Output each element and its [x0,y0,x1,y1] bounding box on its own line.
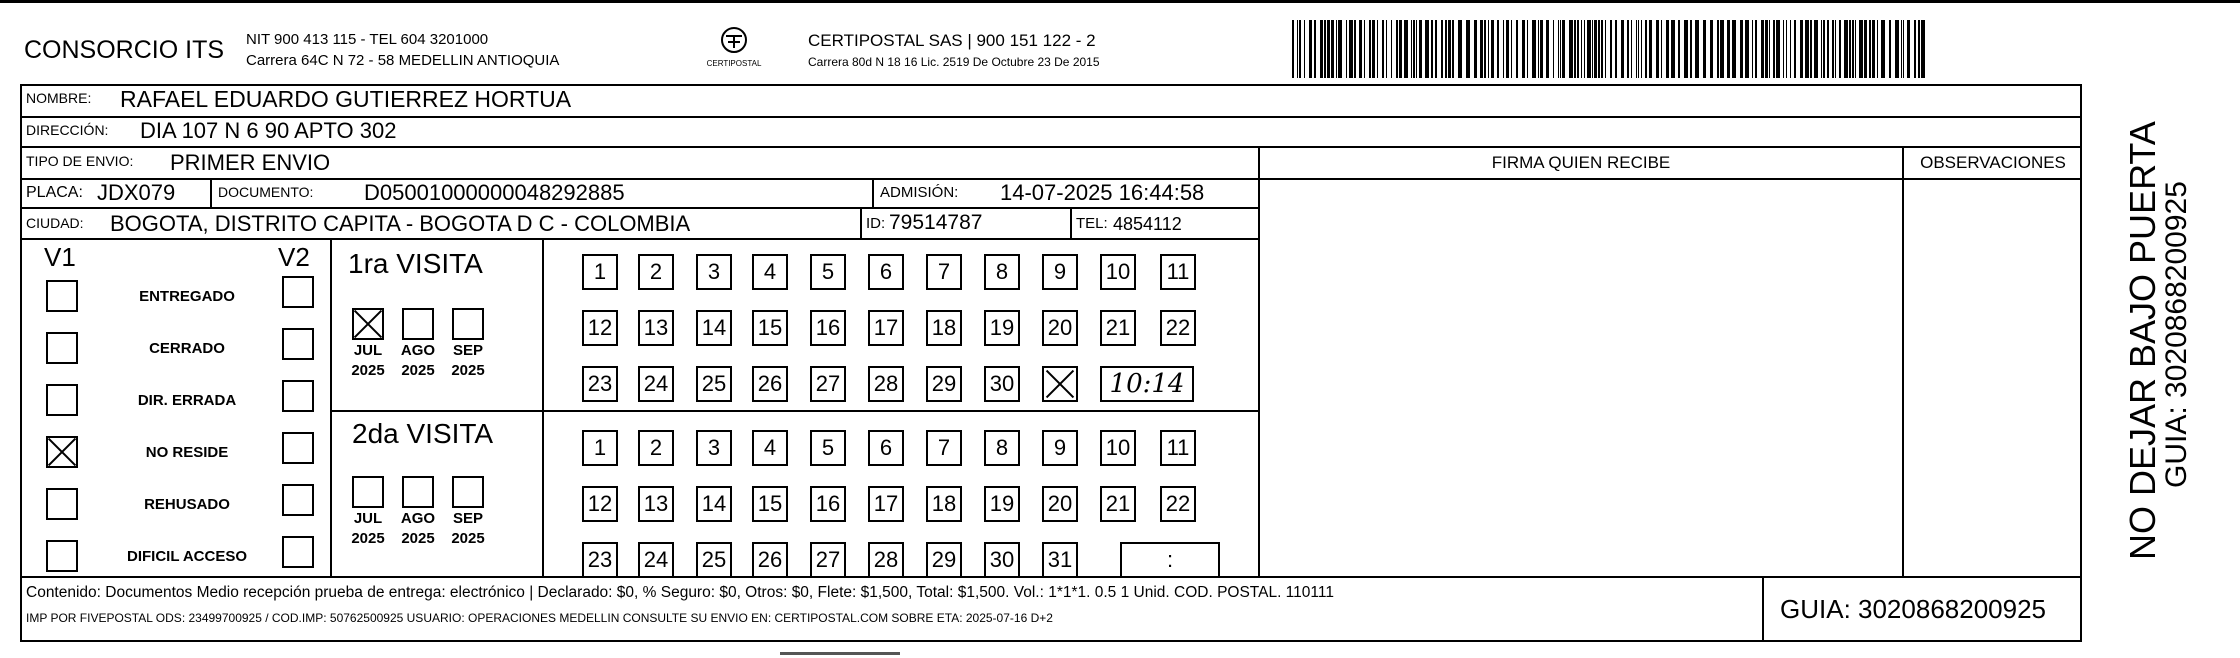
barcode-bar [1610,20,1612,78]
barcode-bar [1773,20,1775,78]
document-label: DOCUMENTO: [218,184,314,200]
barcode-bar [1835,20,1836,78]
id-value: 79514787 [889,211,983,234]
visit2-month-label: AGO [400,510,436,527]
visit2-day-box[interactable]: 20 [1042,486,1078,522]
barcode-bar [1386,20,1387,78]
barcode-bar [1727,20,1730,78]
visit2-day-box[interactable]: 10 [1100,430,1136,466]
barcode-bar [1901,20,1902,78]
visit2-day-31-box[interactable]: 31 [1042,542,1078,578]
barcode-bar [1907,20,1910,78]
barcode-bar [1431,20,1433,78]
v1-checkbox-5[interactable] [46,540,78,572]
barcode-bar [1474,20,1477,78]
visit1-day-box[interactable]: 26 [752,366,788,402]
visit2-day-box[interactable]: 18 [926,486,962,522]
barcode-bar [1349,20,1353,78]
visit2-day-box[interactable]: 25 [696,542,732,578]
side-guia: GUIA: 3020868200925 [2160,181,2193,488]
name-value: RAFAEL EDUARDO GUTIERREZ HORTUA [120,86,572,112]
barcode-bar [1331,20,1334,78]
barcode-bar [1574,20,1576,78]
v1-checkbox-1[interactable] [46,332,78,364]
barcode-bar [1921,20,1925,78]
barcode-bar [1359,20,1362,78]
barcode-bar [1821,20,1822,78]
barcode-bar [1765,20,1768,78]
signature-header: FIRMA QUIEN RECIBE [1491,153,1671,172]
barcode-bar [1299,20,1301,78]
barcode-bar [1752,20,1753,78]
barcode-bar [1538,20,1539,78]
status-label: DIR. ERRADA [137,392,237,409]
barcode-bar [1666,20,1669,78]
barcode-bar [1562,20,1565,78]
barcode-bar [1558,20,1559,78]
barcode-bar [1769,20,1770,78]
v2-checkbox-1[interactable] [282,328,314,360]
barcode-bar [1577,20,1579,78]
barcode-bar [1800,20,1803,78]
barcode-bar [1621,20,1624,78]
barcode-bar [1864,20,1867,78]
company-name: CONSORCIO ITS [24,36,225,64]
barcode-bar [1695,20,1699,78]
barcode-bar [1717,20,1719,78]
visit1-day-31-box[interactable] [1042,366,1078,402]
barcode-bar [1914,20,1916,78]
visit1-day-box[interactable]: 10 [1100,254,1136,290]
barcode-bar [1324,20,1326,78]
barcode-bar [1872,20,1875,78]
visit1-day-box[interactable]: 19 [984,310,1020,346]
barcode [1292,20,1932,80]
visit2-day-box[interactable]: 22 [1160,486,1196,522]
barcode-bar [1488,20,1489,78]
visit2-month-label: SEP [452,510,483,527]
barcode-bar [1844,20,1848,78]
company-nit: NIT 900 413 115 - TEL 604 3201000 [246,31,489,48]
barcode-bar [1852,20,1854,78]
v1-checkbox-2[interactable] [46,384,78,416]
visit2-day-box[interactable]: 9 [1042,430,1078,466]
status-label: REHUSADO [144,496,230,513]
visit2-month-checkbox-2[interactable] [452,476,484,508]
visit1-month-checkbox-0[interactable] [352,308,384,340]
status-label: DIFICIL ACCESO [126,548,247,565]
barcode-bar [1710,20,1713,78]
barcode-bar [1391,20,1392,78]
barcode-bar [1678,20,1680,78]
barcode-bar [1372,20,1375,78]
visit2-month-checkbox-1[interactable] [402,476,434,508]
visit1-day-box[interactable]: 24 [638,366,674,402]
visit1-day-box[interactable]: 8 [984,254,1020,290]
barcode-bar [1601,20,1603,78]
visit1-time-box[interactable]: 10:14 [1100,366,1194,402]
tel-value: 4854112 [1113,214,1182,234]
visit1-day-box[interactable]: 9 [1042,254,1078,290]
v2-checkbox-4[interactable] [282,484,314,516]
barcode-bar [1448,20,1451,78]
barcode-bar [1776,20,1780,78]
visit1-day-box[interactable]: 5 [810,254,846,290]
barcode-bar [1594,20,1597,78]
visit1-day-box[interactable]: 4 [752,254,788,290]
barcode-bar [1532,20,1536,78]
visit2-day-box[interactable]: 16 [810,486,846,522]
barcode-bar [1918,20,1920,78]
barcode-bar [1839,20,1841,78]
barcode-bar [1849,20,1851,78]
barcode-bar [1790,20,1791,78]
visit2-day-box[interactable]: 2 [638,430,674,466]
barcode-bar [1805,20,1809,78]
visit1-day-box[interactable]: 23 [582,366,618,402]
barcode-bar [1484,20,1486,78]
barcode-bar [1895,20,1899,78]
barcode-bar [1327,20,1330,78]
barcode-bar [1553,20,1554,78]
barcode-bar [1877,20,1878,78]
admission-label: ADMISIÓN: [880,184,959,201]
barcode-bar [1369,20,1371,78]
barcode-bar [1292,20,1294,78]
barcode-bar [1649,20,1652,78]
barcode-bar [1435,20,1437,78]
v2-checkbox-3[interactable] [282,432,314,464]
visit2-day-box[interactable]: 23 [582,542,618,578]
visit2-day-box[interactable]: 19 [984,486,1020,522]
barcode-bar [1338,20,1342,78]
barcode-bar [1587,20,1591,78]
barcode-bar [1627,20,1629,78]
barcode-bar [1491,20,1494,78]
visit2-day-box[interactable]: 24 [638,542,674,578]
document-value: D05001000000048292885 [364,180,625,205]
guia-box: GUIA: 3020868200925 [1780,594,2046,624]
barcode-bar [1377,20,1378,78]
barcode-bar [1631,20,1632,78]
visit2-day-box[interactable]: 4 [752,430,788,466]
barcode-bar [1671,20,1675,78]
visit2-day-box[interactable]: 8 [984,430,1020,466]
visit2-day-box[interactable]: 12 [582,486,618,522]
barcode-bar [1584,20,1585,78]
visit2-day-box[interactable]: 7 [926,430,962,466]
plate-label: PLACA: [26,184,83,201]
visit2-day-box[interactable]: 28 [868,542,904,578]
city-value: BOGOTA, DISTRITO CAPITA - BOGOTA D C - COLOMBIA [110,211,691,236]
barcode-bar [1684,20,1688,78]
visit1-day-box[interactable]: 16 [810,310,846,346]
ship-type-value: PRIMER ENVIO [170,150,331,175]
barcode-bar [1480,20,1483,78]
visit1-day-box[interactable]: 11 [1160,254,1196,290]
visit1-month-checkbox-2[interactable] [452,308,484,340]
visit1-day-box[interactable]: 21 [1100,310,1136,346]
barcode-bar [1859,20,1863,78]
address-label: DIRECCIÓN: [26,122,109,138]
barcode-bar [1411,20,1412,78]
barcode-bar [1638,20,1639,78]
barcode-bar [1297,20,1298,78]
visit1-day-box[interactable]: 29 [926,366,962,402]
v2-checkbox-5[interactable] [282,536,314,568]
visit1-day-box[interactable]: 17 [868,310,904,346]
barcode-bar [1755,20,1757,78]
carrier-name: CERTIPOSTAL SAS | 900 151 122 - 2 [808,31,1096,50]
barcode-bar [1309,20,1312,78]
scan-artifact [780,652,900,655]
visit1-day-box[interactable]: 6 [868,254,904,290]
visit1-day-box[interactable]: 18 [926,310,962,346]
barcode-bar [1382,20,1384,78]
barcode-bar [1661,20,1662,78]
visit2-month-checkbox-0[interactable] [352,476,384,508]
barcode-bar [1740,20,1743,78]
company-address: Carrera 64C N 72 - 58 MEDELLIN ANTIOQUIA [246,52,560,69]
barcode-bar [1786,20,1787,78]
visit1-day-box[interactable]: 30 [984,366,1020,402]
visit2-day-box[interactable]: 14 [696,486,732,522]
visit1-day-box[interactable]: 13 [638,310,674,346]
visit1-month-checkbox-1[interactable] [402,308,434,340]
visit1-day-box[interactable]: 22 [1160,310,1196,346]
visit2-day-box[interactable]: 29 [926,542,962,578]
visit1-day-box[interactable]: 28 [868,366,904,402]
ship-type-label: TIPO DE ENVIO: [26,153,134,169]
barcode-bar [1581,20,1582,78]
barcode-bar [1645,20,1647,78]
barcode-bar [1364,20,1365,78]
barcode-bar [1304,20,1305,78]
v1-checkbox-4[interactable] [46,488,78,520]
barcode-bar [1745,20,1749,78]
imp-line: IMP POR FIVEPOSTAL ODS: 23499700925 / COD.IMP: 50762500925 USUARIO: OPERACIONES MEDELLIN CONSULTE SU ENVIO EN: CERTIPOSTAL.COM SOBRE ETA: 2025-07-16 D+2 [26,611,1053,625]
visit2-time-box[interactable]: : [1120,542,1220,578]
visit1-day-box[interactable]: 12 [582,310,618,346]
barcode-bar [1425,20,1429,78]
barcode-bar [1320,20,1323,78]
barcode-bar [1336,20,1337,78]
v1-checkbox-0[interactable] [46,280,78,312]
address-value: DIA 107 N 6 90 APTO 302 [140,118,397,143]
barcode-bar [1569,20,1573,78]
barcode-bar [1903,20,1904,78]
barcode-bar [1827,20,1829,78]
visit2-year-label: 2025 [451,530,485,547]
barcode-bar [1560,20,1561,78]
barcode-bar [1399,20,1402,78]
barcode-bar [1497,20,1499,78]
name-label: NOMBRE: [26,90,92,106]
v2-checkbox-2[interactable] [282,380,314,412]
v1-checkbox-3[interactable] [46,436,78,468]
plate-value: JDX079 [97,180,176,205]
visit2-day-box[interactable]: 26 [752,542,788,578]
barcode-bar [1527,20,1528,78]
barcode-bar [1598,20,1600,78]
barcode-bar [1615,20,1617,78]
visit1-day-box[interactable]: 2 [638,254,674,290]
barcode-bar [1636,20,1637,78]
second-visit-label: 2da VISITA [352,418,494,449]
barcode-bar [1761,20,1764,78]
certipostal-logo [704,24,764,72]
visit2-day-box[interactable]: 17 [868,486,904,522]
visit1-day-box[interactable]: 14 [696,310,732,346]
visit2-day-box[interactable]: 6 [868,430,904,466]
v2-checkbox-0[interactable] [282,276,314,308]
visit2-day-box[interactable]: 27 [810,542,846,578]
visit1-day-box[interactable]: 15 [752,310,788,346]
barcode-bar [1354,20,1356,78]
barcode-bar [1452,20,1454,78]
city-label: CIUDAD: [26,215,84,231]
barcode-bar [1810,20,1812,78]
content-line: Contenido: Documentos Medio recepción prueba de entrega: electrónico | Declarado: $0, % Seguro: $0, Otros: $0, Flete: $1,500, Total: $1,500. Vol.: 1*1*1. 0.5 1 Unid. COD. POSTAL. 110111 [26,584,1334,601]
barcode-bar [1445,20,1447,78]
visit1-year-label: 2025 [351,362,385,379]
barcode-bar [1855,20,1856,78]
visit2-year-label: 2025 [401,530,435,547]
barcode-bar [1346,20,1347,78]
visit2-day-box[interactable]: 13 [638,486,674,522]
visit2-day-box[interactable]: 3 [696,430,732,466]
visit1-day-box[interactable]: 3 [696,254,732,290]
visit2-day-box[interactable]: 5 [810,430,846,466]
top-edge [0,0,2240,3]
visit2-day-box[interactable]: 30 [984,542,1020,578]
admission-value: 14-07-2025 16:44:58 [1000,180,1205,205]
status-label: ENTREGADO [139,288,235,305]
barcode-bar [1869,20,1871,78]
barcode-bar [1466,20,1470,78]
barcode-bar [1605,20,1606,78]
barcode-bar [1783,20,1784,78]
barcode-bar [1592,20,1593,78]
barcode-bar [1522,20,1525,78]
visit1-day-box[interactable]: 27 [810,366,846,402]
barcode-bar [1641,20,1642,78]
visit2-day-box[interactable]: 21 [1100,486,1136,522]
barcode-bar [1832,20,1834,78]
first-visit-label: 1ra VISITA [348,248,483,279]
barcode-bar [1690,20,1692,78]
visit1-day-box[interactable]: 25 [696,366,732,402]
barcode-bar [1814,20,1818,78]
barcode-bar [1794,20,1796,78]
visit2-month-label: JUL [353,510,383,527]
barcode-bar [1516,20,1518,78]
barcode-bar [1881,20,1885,78]
barcode-bar [1314,20,1316,78]
barcode-bar [1889,20,1891,78]
barcode-bar [1703,20,1706,78]
barcode-bar [1540,20,1543,78]
visit2-day-box[interactable]: 11 [1160,430,1196,466]
barcode-bar [1546,20,1549,78]
side-warning: NO DEJAR BAJO PUERTA [2122,121,2163,560]
carrier-address: Carrera 80d N 18 16 Lic. 2519 De Octubre 23 De 2015 [808,55,1100,69]
visit1-month-label: JUL [353,342,383,359]
barcode-bar [1511,20,1512,78]
id-label: ID: [866,215,886,232]
visit1-day-box[interactable]: 7 [926,254,962,290]
barcode-bar [1413,20,1415,78]
visit1-day-box[interactable]: 20 [1042,310,1078,346]
v2-label: V2 [278,242,310,272]
barcode-bar [1506,20,1509,78]
barcode-bar [1732,20,1736,78]
visit2-year-label: 2025 [351,530,385,547]
visit2-day-box[interactable]: 1 [582,430,618,466]
barcode-bar [1823,20,1825,78]
barcode-bar [1458,20,1462,78]
status-label: NO RESIDE [145,444,229,461]
visit1-month-label: AGO [400,342,436,359]
barcode-bar [1396,20,1398,78]
v1-label: V1 [44,242,76,272]
barcode-bar [1656,20,1659,78]
barcode-bar [1404,20,1408,78]
tel-label: TEL: [1076,215,1108,232]
visit1-year-label: 2025 [451,362,485,379]
barcode-bar [1441,20,1443,78]
barcode-bar [1720,20,1724,78]
visit2-day-box[interactable]: 15 [752,486,788,522]
barcode-bar [1416,20,1417,78]
observations-header: OBSERVACIONES [1920,153,2066,172]
visit1-year-label: 2025 [401,362,435,379]
status-label: CERRADO [149,340,225,357]
visit1-day-box[interactable]: 1 [582,254,618,290]
svg-text:CERTIPOSTAL: CERTIPOSTAL [706,59,762,68]
barcode-bar [1503,20,1504,78]
barcode-bar [1419,20,1422,78]
visit1-month-label: SEP [452,342,483,359]
